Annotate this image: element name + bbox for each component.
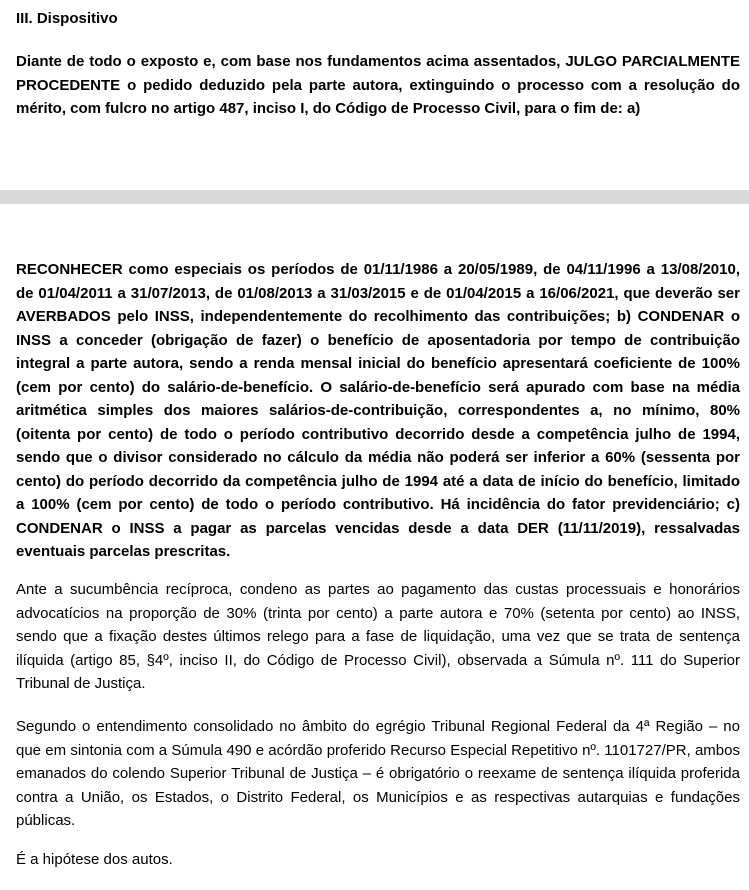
section-heading: III. Dispositivo xyxy=(16,10,118,27)
page-break-separator xyxy=(0,190,749,204)
document-page-top xyxy=(0,0,749,190)
reexame-paragraph: Segundo o entendimento consolidado no âmbito do egrégio Tribunal Regional Federal da 4ª Região – no que em sintonia com a Súmula 490 e acórdão proferido Recurso Especial Repetitivo nº. 1101727/PR, ambos emanados do colendo Superior Tribunal de Justiça – é obrigatório o reexame de sentença ilíquida proferida contra a União, os Estados, o Distrito Federal, os Municípios e as respectivas autarquias e fundações públicas. xyxy=(16,718,740,829)
document-page-bottom xyxy=(0,204,749,890)
decision-intro-paragraph: Diante de todo o exposto e, com base nos fundamentos acima assentados, JULGO PARCIALMENTE PROCEDENTE o pedido deduzido pela parte autora, extinguindo o processo com a resolução do mérito, com fulcro no artigo 487, inciso I, do Código de Processo Civil, para o fim de: a) xyxy=(16,53,740,117)
sucumbencia-paragraph: Ante a sucumbência recíproca, condeno as partes ao pagamento das custas processuais e honorários advocatícios na proporção de 30% (trinta por cento) a parte autora e 70% (setenta por cento) ao INSS, sendo que a fixação destes últimos relego para a fase de liquidação, uma vez que se trata de sentença ilíquida (artigo 85, §4º, inciso II, do Código de Processo Civil), observada a Súmula nº. 111 do Superior Tribunal de Justiça. xyxy=(16,581,740,692)
decision-items-paragraph: RECONHECER como especiais os períodos de 01/11/1986 a 20/05/1989, de 04/11/1996 a 13/08/2010, de 01/04/2011 a 31/07/2013, de 01/08/2013 a 31/03/2015 e de 01/04/2015 a 16/06/2021, que deverão ser AVERBADOS pelo INSS, independentemente do recolhimento das contribuições; b) CONDENAR o INSS a conceder (obrigação de fazer) o benefício de aposentadoria por tempo de contribuição integral a parte autora, sendo a renda mensal inicial do benefício apresentará coeficiente de 100% (cem por cento) do salário-de-benefício. O salário-de-benefício será apurado com base na média aritmética simples dos maiores salários-de-contribuição, correspondentes a, no mínimo, 80% (oitenta por cento) de todo o período contributivo decorrido desde a competência julho de 1994, sendo que o divisor considerado no cálculo da média não poderá ser inferior a 60% (sessenta por cento) do período decorrido da competência julho de 1994 até a data de início do benefício, limitado a 100% (cem por cento) de todo o período contributivo. Há incidência do fator previdenciário; c) CONDENAR o INSS a pagar as parcelas vencidas desde a data DER (11/11/2019), ressalvadas eventuais parcelas prescritas. xyxy=(16,261,740,560)
hipotese-paragraph: É a hipótese dos autos. xyxy=(16,851,173,868)
